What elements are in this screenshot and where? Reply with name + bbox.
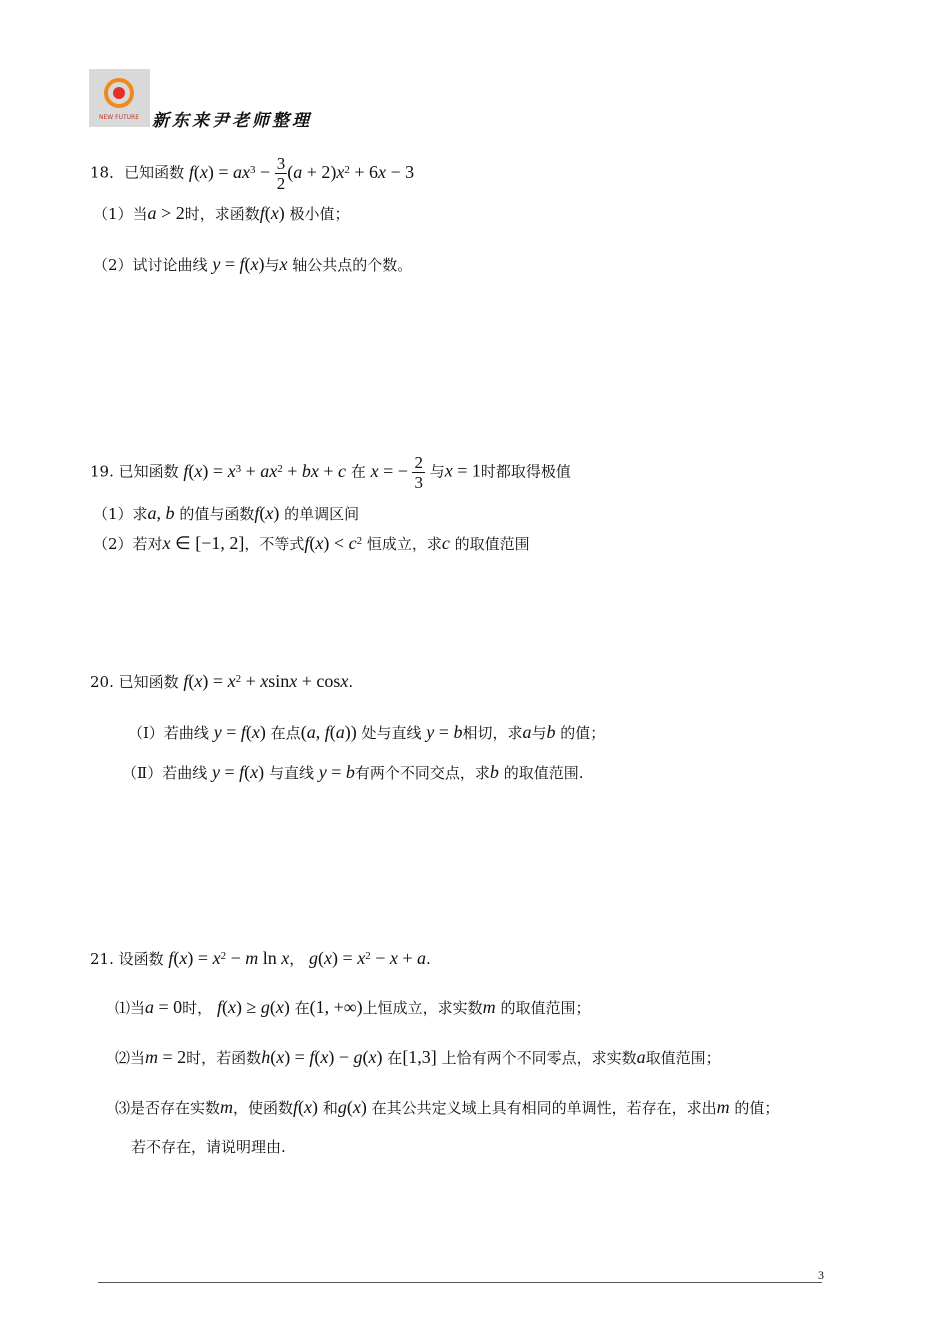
q18-part1: （1）当a > 2时，求函数f(x) 极小值； (93, 203, 350, 223)
q19-statement: 19. 已知函数 $f(x) = x^3 + ax^2$ + bx + c 在 x = − $\frac{2}{3}$ 与x = 1时都取得极值 (90, 453, 571, 492)
logo (89, 69, 150, 127)
q18-prefix: 18．已知函数 (90, 163, 185, 182)
q21-part3: ⑶是否存在实数m，使函数f(x) 和g(x) 在其公共定义域上具有相同的单调性，若存在，求出m 的值； (115, 1097, 780, 1117)
q20-statement: 20. 已知函数 $f(x) = x^2 + xsinx + \cos x$. (90, 671, 354, 691)
logo-text: NEW FUTURE (99, 114, 139, 121)
q20-part2: （Ⅱ）若曲线 y = f(x) 与直线 y = b有两个不同交点，求b 的取值范围. (122, 762, 584, 782)
brand-title: 新东来尹老师整理 (152, 111, 312, 131)
logo-mark-icon (89, 69, 150, 127)
page-number: 3 (818, 1268, 824, 1282)
q21-statement: 21. 设函数 $f(x) = x^2 - m$ ln x， $g(x) = x^2 - x + a$. (90, 948, 431, 968)
q19-part2: （2）若对x ∈ [−1, 2]，不等式$f(x) < c^2$ 恒成立，求c 的取值范围 (93, 533, 530, 553)
q20-part1: （Ⅰ）若曲线 y = f(x) 在点(a, f(a)) 处与直线 y = b相切，求a与b 的值； (128, 722, 606, 742)
q18-part2: （2）试讨论曲线 y = f(x)与x 轴公共点的个数。 (93, 254, 413, 274)
q21-part3-continuation: 若不存在，请说明理由. (131, 1138, 286, 1156)
footer-rule (98, 1282, 822, 1283)
q19-part1: （1）求a, b 的值与函数f(x) 的单调区间 (93, 503, 360, 523)
q18-formula: $f(x) = ax^3$ − $\frac{3}{2}$ $(a + 2)x^2 + 6x - 3$ (188, 154, 415, 193)
q21-part1: ⑴当a = 0时， f(x) ≥ g(x) 在(1, +∞)上恒成立，求实数m 的取值范围； (115, 997, 591, 1017)
q18-statement (90, 154, 414, 193)
q21-part2: ⑵当m = 2时，若函数h(x) = f(x) − g(x) 在[1,3] 上恰有两个不同零点，求实数a取值范围； (115, 1047, 721, 1067)
